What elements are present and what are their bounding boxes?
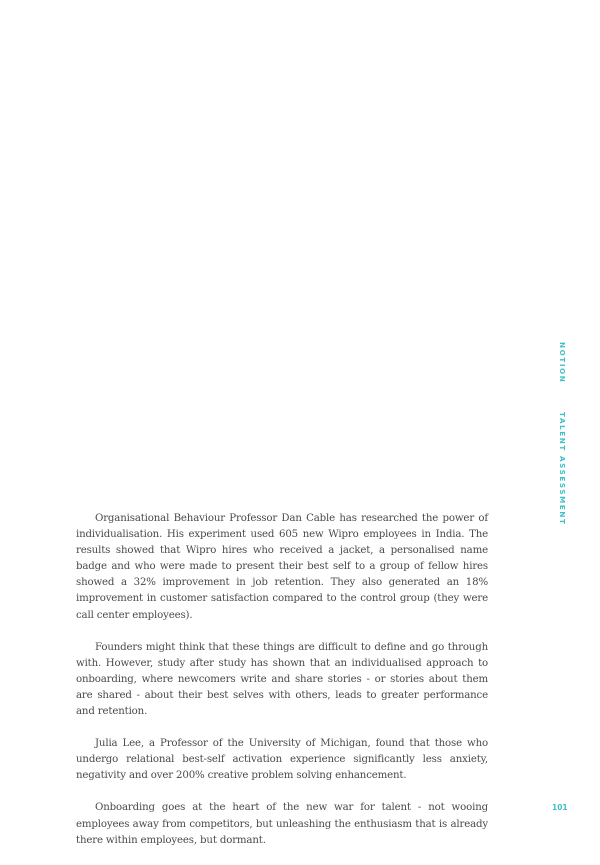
page-number: 101 [552, 803, 568, 812]
sidebar-chapter-label: TALENT ASSESSMENT [558, 412, 567, 526]
sidebar-section-label: NOTION [558, 342, 567, 384]
body-text [76, 511, 488, 865]
paragraph-dan-cable: Organisational Behaviour Professor Dan Cable has researched the power of individualisation. His experiment used 605 new Wipro employees in India. The results showed that Wipro hires who received a jacket, a personalised name badge and who were made to present their best self to a group of fellow hires showed a 32% improvement in job retention. They also generated an 18% improvement in customer satisfaction compared to the control group (they were call center employees). [76, 513, 488, 621]
paragraph-onboarding: Onboarding goes at the heart of the new war for talent - not wooing employees away from competitors, but unleashing the enthusiasm that is already there within employees, but dormant. [76, 802, 488, 846]
paragraph-julia-lee: Julia Lee, a Professor of the University of Michigan, found that those who undergo relational best-self activation experience significantly less anxiety, negativity and over 200% creative problem solving enhancement. [76, 738, 488, 782]
paragraph-founders: Founders might think that these things are difficult to define and go through with. However, study after study has shown that an individualised approach to onboarding, where newcomers write and share stories - or stories about them are shared - about their best selves with others, leads to greater performance and retention. [76, 641, 488, 718]
